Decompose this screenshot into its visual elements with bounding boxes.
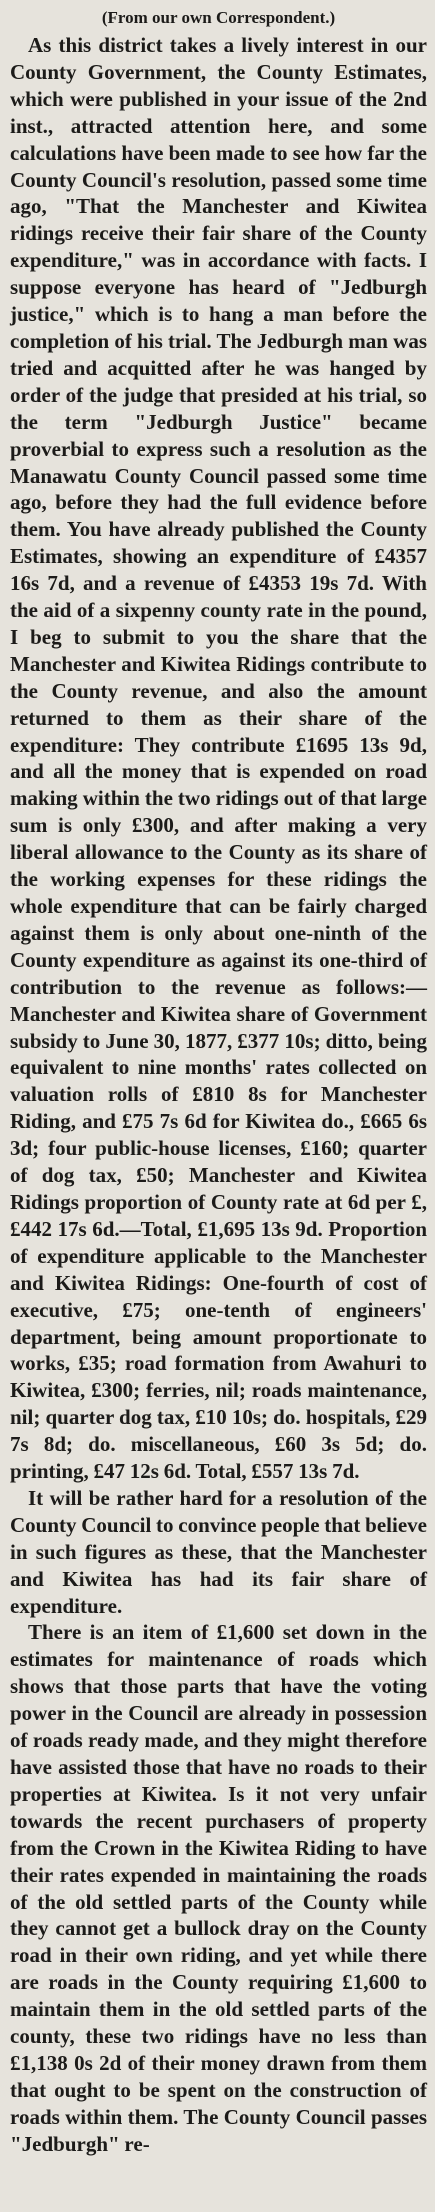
paragraph-3: There is an item of £1,600 set down in the estimates for maintenance of roads which shows that those parts that have the voting power in the Council are already in possession of roads ready made, and they might therefore have assisted those that have no roads to their properties at Kiwitea. Is it not very unfair towards the recent purchasers of property from the Crown in the Kiwitea Riding to have their rates expended in maintaining the roads of the old settled parts of the County while they cannot get a bullock dray on the County road in their own riding, and yet while there are roads in the County requiring £1,600 to maintain them in the old settled parts of the county, these two ridings have no less than £1,138 0s 2d of their money drawn from them that ought to be spent on the construction of roads within them. The County Council passes "Jedburgh" re- <box>10 1620 427 2156</box>
paragraph-2: It will be rather hard for a resolution of the County Council to convince people that believe in such figures as these, that the Manchester and Kiwitea has had its fair share of expenditure. <box>10 1485 427 1618</box>
byline: (From our own Correspondent.) <box>101 8 336 27</box>
paragraph-1: As this district takes a lively interest in our County Government, the County Estimates, which were published in your issue of the 2nd inst., attracted attention here, and some calculations have been made to see how far the County Council's resolution, passed some time ago, "That the Manchester and Kiwitea ridings receive their fair share of the County expenditure," was in accordance with facts. I suppose everyone has heard of "Jedburgh justice," which is to hang a man before the completion of his trial. The Jedburgh man was tried and acquitted after he was hanged by order of the judge that presided at his trial, so the term "Jedburgh Justice" became proverbial to express such a resolution as the Manawatu County Council passed some time ago, before they had the full evidence before them. You have already published the County Estimates, showing an expenditure of £4357 16s 7d, and a revenue of £4353 19s 7d. With the aid of a sixpenny county rate in the pound, I beg to submit to you the share that the Manchester and Kiwitea Ridings contribute to the County revenue, and also the amount returned to them as their share of the expenditure: They contribute £1695 13s 9d, and all the money that is expended on road making within the two ridings out of that large sum is only £300, and after making a very liberal allowance to the County as its share of the working expenses for these ridings the whole expenditure that can be fairly charged against them is only about one-ninth of the County expenditure as against its one-third of contribution to the revenue as follows:—Manchester and Kiwitea share of Government subsidy to June 30, 1877, £377 10s; ditto, being equivalent to nine months' rates collected on valuation rolls of £810 8s for Manchester Riding, and £75 7s 6d for Kiwitea do., £665 6s 3d; four public-house licenses, £160; quarter of dog tax, £50; Manchester and Kiwitea Ridings proportion of County rate at 6d per £, £442 17s 6d.—Total, £1,695 13s 9d. Proportion of expenditure applicable to the Manchester and Kiwitea Ridings: One-fourth of cost of executive, £75; one-tenth of engineers' department, being amount proportionate to works, £35; road formation from Awahuri to Kiwitea, £300; ferries, nil; roads maintenance, nil; quarter dog tax, £10 10s; do. hospitals, £29 7s 8d; do. miscellaneous, £60 3s 5d; do. printing, £47 12s 6d. Total, £557 13s 7d. <box>10 33 427 1484</box>
